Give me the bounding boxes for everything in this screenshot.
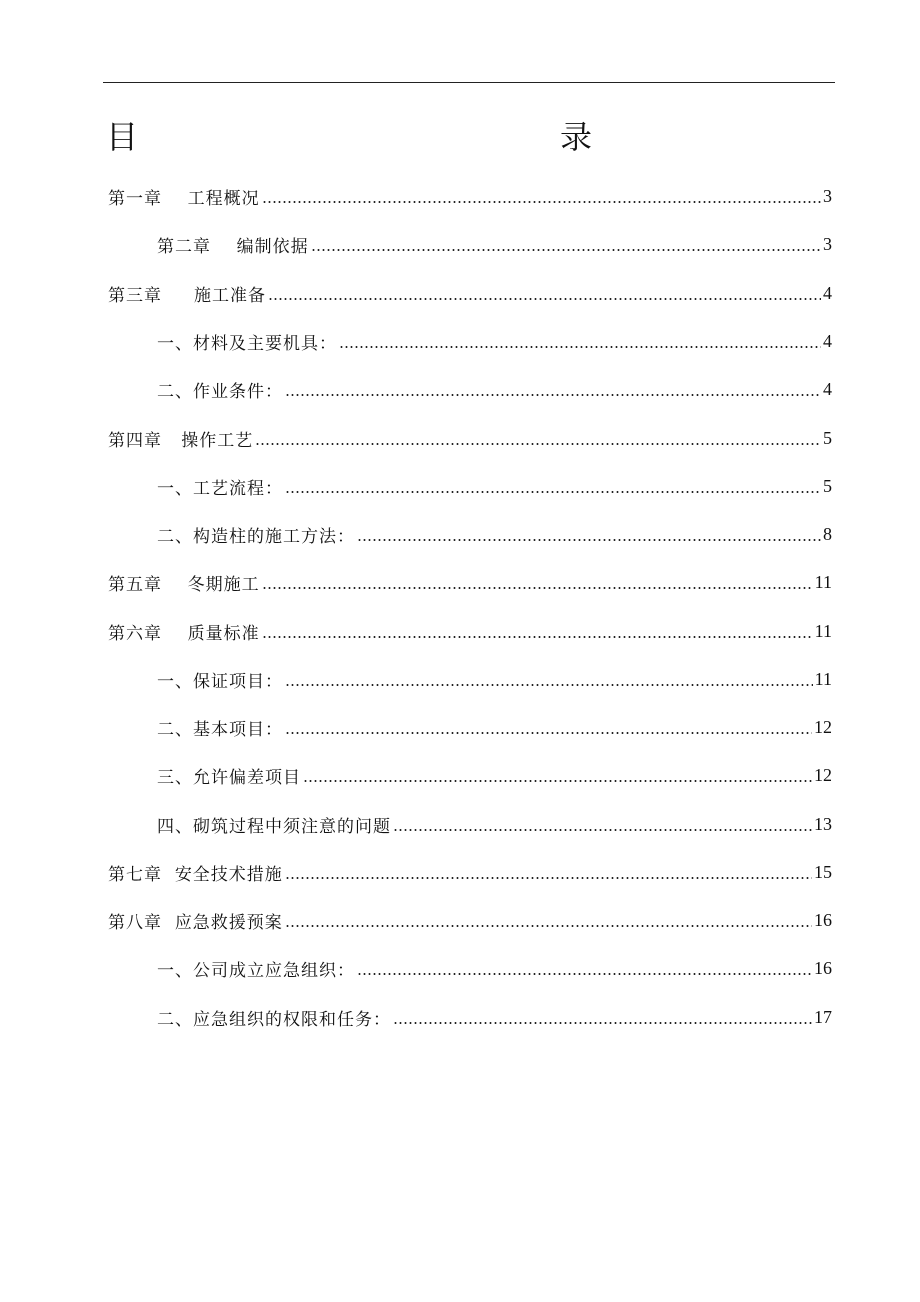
toc-entry-chapter: 第三章: [108, 285, 162, 306]
toc-title: [0, 113, 920, 161]
toc-entry-title: 三、允许偏差项目: [157, 767, 301, 788]
toc-entry[interactable]: [0, 558, 920, 606]
toc-entry[interactable]: [0, 751, 920, 799]
toc-entry-chapter: 第八章: [108, 912, 162, 933]
toc-entry-gap: [162, 621, 188, 641]
toc-entry-page: 11: [814, 571, 832, 592]
header-rule: [103, 82, 835, 83]
toc-entry-title: 一、工艺流程：: [157, 478, 283, 499]
toc-entry-gap: [162, 283, 194, 303]
toc-entry-chapter: 第四章: [108, 430, 162, 451]
dot-leader: [285, 910, 812, 930]
toc-entry-title: 工程概况: [187, 188, 260, 209]
toc-entry-title: 冬期施工: [187, 574, 260, 595]
dot-leader: [285, 669, 813, 689]
toc-entry-title: 二、应急组织的权限和任务：: [157, 1009, 391, 1030]
toc-title-char-1: 目: [106, 118, 139, 156]
toc-entry[interactable]: [0, 848, 920, 896]
toc-entry-chapter: 第一章: [108, 188, 162, 209]
toc-entry-gap: [162, 572, 188, 592]
dot-leader: [357, 524, 821, 544]
toc-entry-chapter: 第五章: [108, 574, 162, 595]
dot-leader: [285, 717, 812, 737]
dot-leader: [285, 379, 821, 399]
toc-entry-page: 15: [814, 861, 832, 882]
toc-entry[interactable]: [0, 896, 920, 944]
toc-entry[interactable]: [0, 172, 920, 220]
toc-entry-page: 4: [823, 282, 832, 303]
toc-entry[interactable]: [0, 607, 920, 655]
dot-leader: [393, 1007, 812, 1027]
toc-entry-page: 5: [823, 475, 832, 496]
dot-leader: [339, 331, 821, 351]
dot-leader: [268, 283, 821, 303]
dot-leader: [285, 862, 812, 882]
toc-entry-page: 5: [823, 427, 832, 448]
toc-entry-title: 编制依据: [236, 236, 309, 257]
toc-entry[interactable]: [0, 365, 920, 413]
dot-leader: [357, 958, 812, 978]
dot-leader: [393, 814, 812, 834]
toc-entry-title: 安全技术措施: [174, 864, 283, 885]
toc-entry-title: 质量标准: [187, 623, 260, 644]
toc-entry-page: 4: [823, 330, 832, 351]
toc-entry[interactable]: [0, 944, 920, 992]
toc-entry-title: 二、构造柱的施工方法：: [157, 526, 355, 547]
toc-entry[interactable]: [0, 510, 920, 558]
toc-entry-gap: [211, 234, 237, 254]
toc-entry-page: 16: [814, 957, 832, 978]
dot-leader: [262, 186, 821, 206]
toc-entry-gap: [162, 428, 181, 448]
toc-entry-page: 3: [823, 233, 832, 254]
toc-entry-title: 操作工艺: [181, 430, 254, 451]
toc-entry-gap: [162, 910, 175, 930]
toc-entry[interactable]: [0, 993, 920, 1041]
toc-entry-gap: [162, 186, 188, 206]
toc-entry-title: 一、公司成立应急组织：: [157, 960, 355, 981]
dot-leader: [262, 572, 813, 592]
toc-entry-page: 12: [814, 764, 832, 785]
toc-title-char-2: 录: [560, 118, 593, 156]
toc-entry-title: 二、作业条件：: [157, 381, 283, 402]
toc-entry-page: 13: [814, 813, 832, 834]
toc-entry[interactable]: [0, 269, 920, 317]
toc-entry-chapter: 第七章: [108, 864, 162, 885]
toc-entry-title: 施工准备: [194, 285, 267, 306]
toc-entry-chapter: 第二章: [157, 236, 211, 257]
toc-entry[interactable]: [0, 317, 920, 365]
toc-entry-gap: [162, 862, 175, 882]
toc-entry-page: 17: [814, 1006, 832, 1027]
toc-entry[interactable]: [0, 703, 920, 751]
toc-entry[interactable]: [0, 462, 920, 510]
toc-entry-title: 一、保证项目：: [157, 671, 283, 692]
dot-leader: [262, 621, 813, 641]
toc-entry[interactable]: [0, 655, 920, 703]
toc-entry-page: 12: [814, 716, 832, 737]
toc-entry-title: 四、砌筑过程中须注意的问题: [157, 816, 391, 837]
toc-entry-page: 4: [823, 378, 832, 399]
toc-entry-page: 16: [814, 909, 832, 930]
toc-entry-page: 11: [814, 668, 832, 689]
dot-leader: [285, 476, 821, 496]
toc-entry-page: 11: [814, 620, 832, 641]
toc-entry-title: 二、基本项目：: [157, 719, 283, 740]
toc-entry-page: 3: [823, 185, 832, 206]
dot-leader: [255, 428, 821, 448]
dot-leader: [311, 234, 821, 254]
toc-entry[interactable]: [0, 414, 920, 462]
toc-entry-chapter: 第六章: [108, 623, 162, 644]
toc-entry[interactable]: [0, 800, 920, 848]
toc-entry-title: 一、材料及主要机具：: [157, 333, 337, 354]
dot-leader: [303, 765, 812, 785]
toc-entry[interactable]: [0, 220, 920, 268]
toc-entry-title: 应急救援预案: [174, 912, 283, 933]
toc-entry-page: 8: [823, 523, 832, 544]
